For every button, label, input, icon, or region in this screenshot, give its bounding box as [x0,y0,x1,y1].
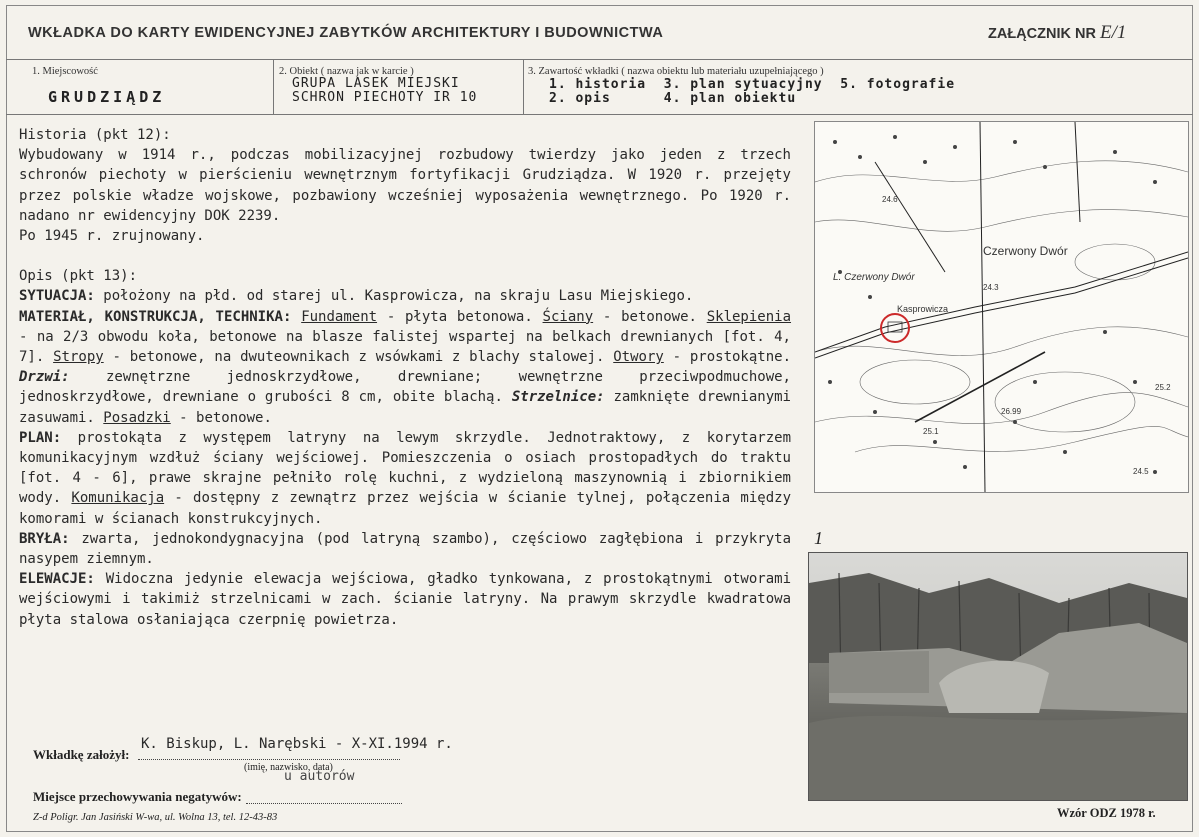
map-elevation-1: 24.6 [882,195,898,204]
printer-info: Z-d Poligr. Jan Jasiński W-wa, ul. Wolna 13, tel. 12-43-83 [33,812,278,823]
contents-value [549,78,955,106]
template-info: Wzór ODZ 1978 r. [1057,806,1156,820]
object-value [292,77,477,105]
material-paragraph [19,307,791,428]
description-heading: Opis (pkt 13): [19,268,138,285]
object-line-2: SCHRON PIECHOTY IR 10 [292,90,478,105]
vaults-label: Sklepienia [706,308,792,325]
ceilings-text: - betonowe, na dwuteownikach z wsówkami z blachy stalowej. [103,349,614,366]
situation-text: położony na płd. od starej ul. Kasprowicza, na skraju Lasu Miejskiego. [103,288,694,305]
vaults-text: - na 2/3 obwodu koła, betonowe na blasze falistej wspartej na belkach drewnianych [fot. 4, 7]. [19,328,791,366]
floors-text: - betonowe. [170,409,272,426]
fundament-text: - płyta betonowa. [377,308,543,325]
situation-paragraph [19,286,791,306]
negatives-label: Miejsce przechowywania negatywów: [33,789,242,804]
authors: K. Biskup, L. Narębski - X-XI.1994 r. [141,736,453,752]
divider-col-1 [273,59,274,114]
floors-label: Posadzki [103,409,171,426]
plan-text-1: prostokąta z występem latryny na lewym skrzydle. Jednotraktowy, z korytarzem komunikacyjnym wzdłuż ściany wejściowej. Pomieszczenia o osiach prostopadłych do traktu [fot. 4 - 6], prawe skrajne pełniło rolę kuchni, z wydzieloną maszynownią i zbiornikiem wody. [19,429,791,507]
mass-paragraph [19,529,791,569]
map-elevation-4: 26.99 [1001,407,1022,416]
map-label-kasprowicza: Kasprowicza [897,304,949,314]
elevations-paragraph [19,569,791,630]
bunker-photo [808,552,1188,801]
map-elevation-5: 25.1 [923,427,939,436]
object-location-marker [881,314,909,342]
locality-value: GRUDZIĄDZ [48,88,166,106]
contents-row-2: 2. opis 4. plan obiektu [549,91,797,106]
created-by-dots [138,759,400,760]
walls-label: Ściany [542,308,594,325]
situation-map [814,121,1189,493]
history-text: Wybudowany w 1914 r., podczas mobilizacyjnej rozbudowy twierdzy jako jeden z trzech schronów piechoty w pierścieniu wewnętrznym fortyfikacji Grudziądza. W 1920 r. przejęty przez polskie władze wojskowe, pozbawiony wcześniej wyposażenia wewnętrznego. Po 1920 r. nadano nr ewidencyjny DOK 2239. [19,147,791,224]
ceilings-label: Stropy [53,349,104,366]
map-label-l-czerwony-dwor: L. Czerwony Dwór [833,272,915,283]
authors-suffix: u autorów [284,769,355,784]
openings-text: - prostokątne. [663,349,792,366]
history-heading: Historia (pkt 12): [19,127,171,143]
map-roads [815,122,1188,492]
plan-label: PLAN: [19,429,62,446]
created-by-label: Wkładkę założył: [33,747,130,762]
divider-fields [6,114,1193,115]
attachment-value: E/1 [1099,22,1127,43]
map-elevation-2: 24.3 [983,283,999,292]
map-label-czerwony-dwor: Czerwony Dwór [983,244,1068,258]
attachment-label: ZAŁĄCZNIK NR [988,26,1096,42]
elevations-text: Widoczna jedynie elewacja wejściowa, gładko tynkowana, z prostokątnymi otworami wejściowymi i takimiż strzelnicami w zach. ścianie latryny. Na prawym skrzydle kwadratowa płyta stalowa osłaniająca czerpnię powietrza. [19,571,791,628]
walls-text: - betonowe. [593,308,707,325]
photo-number: 1 [814,528,823,548]
locality-label: 1. Miejscowość [32,66,98,77]
contents-row-1: 1. historia 3. plan sytuacyjny 5. fotografie [549,77,956,92]
material-label: MATERIAŁ, KONSTRUKCJA, TECHNIKA: [19,308,292,325]
plan-paragraph [19,428,791,529]
embrasures-text: zamknięte drewnianymi zasuwami. [19,389,791,426]
object-label: 2. Obiekt ( nazwa jak w karcie ) [279,66,414,77]
plan-text-2: - dostępny z zewnątrz przez wejścia w ścianie tylnej, połączenia między komorami w ścianach konstrukcyjnych. [19,490,792,527]
contents-label: 3. Zawartość wkładki ( nazwa obiektu lub materiału uzupełniającego ) [528,66,824,77]
communication-label: Komunikacja [71,490,165,507]
created-by-caption: (imię, nazwisko, data) [244,762,333,773]
doors-label: Drzwi: [19,369,70,386]
map-elevation-6: 24.5 [1133,467,1149,476]
description-text [19,125,791,630]
divider-top [6,59,1193,60]
embrasures-label: Strzelnice: [511,389,605,406]
negatives-dots [246,803,402,804]
document-title: WKŁADKA DO KARTY EWIDENCYJNEJ ZABYTKÓW ARCHITEKTURY I BUDOWNICTWA [28,25,664,41]
mass-text: zwarta, jednokondygnacyjna (pod latryną szambo), częściowo zagłębiona i przykryta nasypem ziemnym. [19,530,791,568]
map-elevation-3: 25.2 [1155,383,1171,392]
photo-drawing [809,553,1187,800]
history-text-2: Po 1945 r. zrujnowany. [19,228,205,245]
openings-label: Otwory [613,349,664,366]
situation-label: SYTUACJA: [19,288,95,305]
object-line-1: GRUPA LASEK MIEJSKI [292,76,460,91]
mass-label: BRYŁA: [19,530,70,547]
divider-col-2 [523,59,524,114]
map-drawing [815,122,1188,492]
elevations-label: ELEWACJE: [19,571,95,588]
attachment-number [988,22,1126,44]
fundament-label: Fundament [301,308,378,325]
doors-text: zewnętrzne jednoskrzydłowe, drewniane; wewnętrzne przeciwpodmuchowe, jednoskrzydłowe, drewniane o grubości 8 cm, obite blachą. [19,369,791,406]
